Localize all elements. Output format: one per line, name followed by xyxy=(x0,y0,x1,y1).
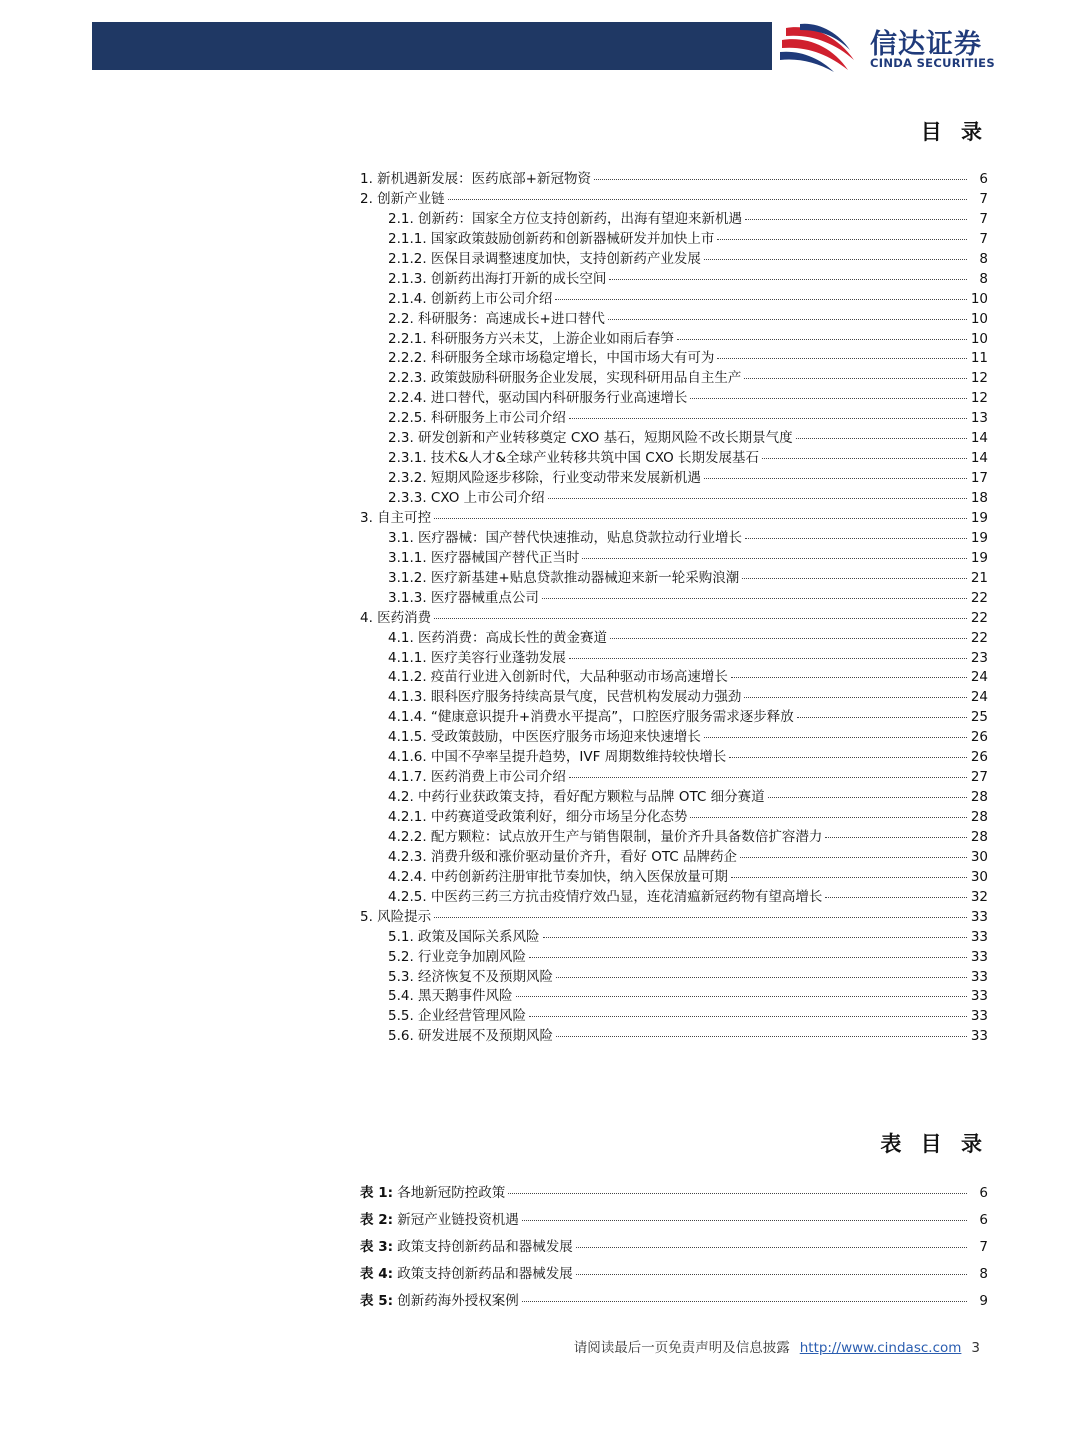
dot-leader xyxy=(448,199,967,200)
table-list-entry-label xyxy=(360,1288,519,1315)
table-list-entry-label xyxy=(360,1261,573,1288)
toc-entry[interactable] xyxy=(360,290,988,310)
dot-leader xyxy=(704,478,967,479)
toc-entry[interactable] xyxy=(360,549,988,569)
dot-leader xyxy=(576,1274,967,1275)
dot-leader xyxy=(434,618,967,619)
toc-entry-label: 5. 风险提示 xyxy=(360,908,432,925)
dot-leader xyxy=(582,558,967,559)
table-number: 表 3: xyxy=(360,1238,393,1255)
dot-leader xyxy=(731,677,967,678)
dot-leader xyxy=(690,398,967,399)
toc-entry[interactable] xyxy=(360,788,988,808)
toc-entry-page: 13 xyxy=(970,410,988,427)
table-list-entry-label xyxy=(360,1180,505,1207)
toc-entry[interactable] xyxy=(360,429,988,449)
toc-entry-label: 3.1.1. 医疗器械国产替代正当时 xyxy=(388,549,580,566)
dot-leader xyxy=(522,1301,967,1302)
toc-entry-label: 3. 自主可控 xyxy=(360,509,432,526)
toc-entry[interactable] xyxy=(360,748,988,768)
toc-entry[interactable] xyxy=(360,1027,988,1047)
dot-leader xyxy=(516,996,967,997)
brand-name-en: CINDA SECURITIES xyxy=(870,56,995,70)
toc-entry-label: 2.1.2. 医保目录调整速度加快，支持创新药产业发展 xyxy=(388,250,701,267)
page-number: 3 xyxy=(971,1340,980,1356)
dot-leader xyxy=(610,638,967,639)
table-list-entry[interactable] xyxy=(360,1261,988,1288)
table-number: 表 5: xyxy=(360,1292,393,1309)
dot-leader xyxy=(569,658,967,659)
toc-entry[interactable] xyxy=(360,708,988,728)
toc-entry-label: 4.2.4. 中药创新药注册审批节奏加快，纳入医保放量可期 xyxy=(388,868,728,885)
toc-entry[interactable] xyxy=(360,609,988,629)
toc-entry-label: 5.2. 行业竞争加剧风险 xyxy=(388,948,527,965)
toc-entry[interactable] xyxy=(360,728,988,748)
toc-entry-page: 28 xyxy=(970,789,988,806)
toc-entry[interactable] xyxy=(360,668,988,688)
toc-entry[interactable] xyxy=(360,409,988,429)
toc-entry-label: 5.5. 企业经营管理风险 xyxy=(388,1008,527,1025)
toc-entry-page: 19 xyxy=(970,529,988,546)
header-bar xyxy=(92,22,772,70)
toc-entry[interactable] xyxy=(360,349,988,369)
toc-entry-label: 4.2. 中药行业获政策支持，看好配方颗粒与品牌 OTC 细分赛道 xyxy=(388,789,765,806)
toc-entry-page: 33 xyxy=(970,908,988,925)
toc-entry[interactable] xyxy=(360,948,988,968)
dot-leader xyxy=(569,418,967,419)
toc-entry[interactable] xyxy=(360,489,988,509)
table-list-entry-page: 6 xyxy=(979,1211,988,1228)
brand-logo xyxy=(778,18,1028,76)
toc-entry-label: 3.1.2. 医疗新基建+贴息贷款推动器械迎来新一轮采购浪潮 xyxy=(388,569,740,586)
dot-leader xyxy=(434,917,967,918)
table-list-title: 表 目 录 xyxy=(880,1132,988,1156)
dot-leader xyxy=(522,1220,967,1221)
dot-leader xyxy=(742,578,967,579)
table-list-entry-page: 7 xyxy=(979,1238,988,1255)
toc-entry[interactable] xyxy=(360,968,988,988)
toc-entry-page: 12 xyxy=(970,390,988,407)
toc-entry[interactable] xyxy=(360,688,988,708)
toc-entry-page: 6 xyxy=(979,171,988,187)
dot-leader xyxy=(609,279,967,280)
toc-entry-page: 12 xyxy=(970,370,988,387)
table-caption: 各地新冠防控政策 xyxy=(397,1185,506,1201)
toc-entry-page: 33 xyxy=(970,968,988,985)
toc-entry-label: 4.2.2. 配方颗粒：试点放开生产与销售限制，量价齐升具备数倍扩容潜力 xyxy=(388,828,823,845)
website-link[interactable]: http://www.cindasc.com xyxy=(799,1340,962,1356)
table-list-entry[interactable] xyxy=(360,1180,988,1207)
toc-entry-label: 2.1. 创新药：国家全方位支持创新药，出海有望迎来新机遇 xyxy=(388,210,743,227)
toc-entry[interactable] xyxy=(360,808,988,828)
table-number: 表 2: xyxy=(360,1211,393,1228)
toc-entry-page: 19 xyxy=(970,549,988,566)
toc-entry-page: 10 xyxy=(970,330,988,347)
toc-entry-label: 4.1.7. 医药消费上市公司介绍 xyxy=(388,769,566,786)
toc-entry-label: 2.2.2. 科研服务全球市场稳定增长，中国市场大有可为 xyxy=(388,350,715,367)
table-of-contents xyxy=(360,170,988,1047)
toc-entry[interactable] xyxy=(360,529,988,549)
toc-entry-page: 28 xyxy=(970,828,988,845)
toc-entry-page: 14 xyxy=(970,430,988,447)
dot-leader xyxy=(731,877,967,878)
toc-entry-page: 30 xyxy=(970,848,988,865)
table-number: 表 1: xyxy=(360,1185,393,1201)
dot-leader xyxy=(717,239,967,240)
cinda-logo-icon xyxy=(778,20,862,74)
toc-entry-page: 21 xyxy=(970,569,988,586)
dot-leader xyxy=(729,757,967,758)
dot-leader xyxy=(762,458,967,459)
toc-entry-page: 10 xyxy=(970,290,988,307)
toc-entry[interactable] xyxy=(360,888,988,908)
toc-entry-page: 7 xyxy=(979,190,988,207)
toc-entry-label: 4.2.5. 中医药三药三方抗击疫情疗效凸显，连花清瘟新冠药物有望高增长 xyxy=(388,888,823,905)
toc-entry-label: 2.3.1. 技术&人才&全球产业转移共筑中国 CXO 长期发展基石 xyxy=(388,450,760,467)
toc-entry-label: 4.1. 医药消费：高成长性的黄金赛道 xyxy=(388,629,608,646)
dot-leader xyxy=(745,219,967,220)
table-list-entry-label xyxy=(360,1207,519,1234)
dot-leader xyxy=(744,697,967,698)
toc-entry-label: 4. 医药消费 xyxy=(360,609,432,626)
table-caption: 创新药海外授权案例 xyxy=(397,1292,519,1309)
toc-entry-page: 8 xyxy=(979,270,988,287)
toc-entry-page: 18 xyxy=(970,490,988,506)
dot-leader xyxy=(556,977,967,978)
dot-leader xyxy=(434,518,967,519)
table-caption: 政策支持创新药品和器械发展 xyxy=(397,1265,573,1282)
table-number: 表 4: xyxy=(360,1265,393,1282)
toc-entry-page: 17 xyxy=(970,470,988,487)
toc-entry-page: 33 xyxy=(970,1028,988,1045)
toc-entry-label: 1. 新机遇新发展：医药底部+新冠物资 xyxy=(360,171,591,187)
toc-entry-label: 3.1.3. 医疗器械重点公司 xyxy=(388,589,539,606)
table-list xyxy=(360,1180,988,1314)
toc-entry-label: 4.1.2. 疫苗行业进入创新时代，大品种驱动市场高速增长 xyxy=(388,669,728,686)
dot-leader xyxy=(797,717,967,718)
dot-leader xyxy=(576,1247,967,1248)
dot-leader xyxy=(508,1193,967,1194)
toc-entry[interactable] xyxy=(360,629,988,649)
toc-entry-page: 7 xyxy=(979,210,988,227)
toc-entry[interactable] xyxy=(360,908,988,928)
toc-entry-page: 22 xyxy=(970,589,988,606)
toc-entry[interactable] xyxy=(360,330,988,350)
disclaimer-text: 请阅读最后一页免责声明及信息披露 xyxy=(573,1340,790,1356)
table-list-entry-page: 6 xyxy=(979,1185,988,1201)
toc-entry[interactable] xyxy=(360,569,988,589)
toc-entry[interactable] xyxy=(360,848,988,868)
toc-entry[interactable] xyxy=(360,509,988,529)
table-list-entry[interactable] xyxy=(360,1207,988,1234)
table-caption: 政策支持创新药品和器械发展 xyxy=(397,1238,573,1255)
dot-leader xyxy=(704,259,967,260)
dot-leader xyxy=(690,817,967,818)
toc-entry-label: 4.1.4. “健康意识提升+消费水平提高”，口腔医疗服务需求逐步释放 xyxy=(388,709,794,726)
toc-entry-page: 23 xyxy=(970,649,988,666)
toc-entry-label: 2.3.2. 短期风险逐步移除，行业变动带来发展新机遇 xyxy=(388,470,701,487)
page-footer xyxy=(574,1336,980,1356)
toc-entry[interactable] xyxy=(360,190,988,210)
toc-entry-label: 4.1.3. 眼科医疗服务持续高景气度，民营机构发展动力强劲 xyxy=(388,689,742,706)
toc-entry-label: 4.1.5. 受政策鼓励，中医医疗服务市场迎来快速增长 xyxy=(388,729,701,746)
dot-leader xyxy=(740,857,967,858)
toc-entry-label: 2.1.1. 国家政策鼓励创新药和创新器械研发并加快上市 xyxy=(388,230,715,247)
toc-entry-label: 4.2.3. 消费升级和涨价驱动量价齐升，看好 OTC 品牌药企 xyxy=(388,848,738,865)
dot-leader xyxy=(717,358,967,359)
dot-leader xyxy=(608,319,967,320)
toc-entry-label: 5.3. 经济恢复不及预期风险 xyxy=(388,968,554,985)
toc-entry-page: 32 xyxy=(970,888,988,905)
toc-entry-page: 28 xyxy=(970,809,988,825)
toc-entry[interactable] xyxy=(360,469,988,489)
toc-entry[interactable] xyxy=(360,449,988,469)
toc-entry[interactable] xyxy=(360,270,988,290)
toc-entry-label: 5.4. 黑天鹅事件风险 xyxy=(388,988,513,1005)
toc-entry[interactable] xyxy=(360,649,988,669)
toc-entry-label: 4.1.1. 医疗美容行业蓬勃发展 xyxy=(388,649,566,666)
toc-entry-page: 33 xyxy=(970,948,988,965)
dot-leader xyxy=(796,438,967,439)
toc-entry-page: 24 xyxy=(970,689,988,706)
toc-entry-page: 8 xyxy=(979,250,988,267)
dot-leader xyxy=(543,937,967,938)
toc-entry-page: 26 xyxy=(970,749,988,766)
dot-leader xyxy=(548,498,967,499)
toc-entry-page: 33 xyxy=(970,1008,988,1025)
dot-leader xyxy=(556,1036,967,1037)
dot-leader xyxy=(594,179,967,180)
toc-entry[interactable] xyxy=(360,828,988,848)
toc-entry-page: 7 xyxy=(979,230,988,247)
toc-entry[interactable] xyxy=(360,868,988,888)
toc-entry-page: 27 xyxy=(970,769,988,786)
table-list-entry[interactable] xyxy=(360,1288,988,1315)
toc-entry-label: 2.1.4. 创新药上市公司介绍 xyxy=(388,290,553,307)
dot-leader xyxy=(825,897,967,898)
toc-entry-label: 2.2.1. 科研服务方兴未艾，上游企业如雨后春笋 xyxy=(388,330,674,347)
table-list-entry-label xyxy=(360,1234,573,1261)
toc-entry-label: 4.1.6. 中国不孕率呈提升趋势，IVF 周期数维持较快增长 xyxy=(388,749,727,766)
toc-entry-page: 22 xyxy=(970,629,988,646)
dot-leader xyxy=(529,1016,967,1017)
toc-entry[interactable] xyxy=(360,170,988,190)
toc-entry-page: 19 xyxy=(970,509,988,526)
toc-entry-label: 4.2.1. 中药赛道受政策利好，细分市场呈分化态势 xyxy=(388,809,688,825)
toc-entry-label: 2.1.3. 创新药出海打开新的成长空间 xyxy=(388,270,607,287)
toc-entry-label: 2. 创新产业链 xyxy=(360,190,445,207)
brand-name-cn: 信达证券 xyxy=(870,29,982,60)
toc-entry[interactable] xyxy=(360,369,988,389)
dot-leader xyxy=(704,737,967,738)
toc-entry-page: 10 xyxy=(970,310,988,327)
dot-leader xyxy=(555,299,967,300)
toc-entry-page: 26 xyxy=(970,729,988,746)
dot-leader xyxy=(542,598,967,599)
toc-title: 目 录 xyxy=(920,120,988,144)
toc-entry-page: 33 xyxy=(970,928,988,945)
toc-entry[interactable] xyxy=(360,589,988,609)
dot-leader xyxy=(825,837,967,838)
toc-entry[interactable] xyxy=(360,768,988,788)
dot-leader xyxy=(677,339,967,340)
toc-entry-label: 2.2. 科研服务：高速成长+进口替代 xyxy=(388,310,605,327)
toc-entry-label: 5.6. 研发进展不及预期风险 xyxy=(388,1028,554,1045)
toc-entry-page: 22 xyxy=(970,609,988,626)
toc-entry[interactable] xyxy=(360,250,988,270)
toc-entry-label: 2.2.3. 政策鼓励科研服务企业发展，实现科研用品自主生产 xyxy=(388,370,742,387)
dot-leader xyxy=(569,777,967,778)
dot-leader xyxy=(529,957,967,958)
toc-entry-page: 25 xyxy=(970,709,988,726)
dot-leader xyxy=(745,538,967,539)
toc-entry-label: 2.2.5. 科研服务上市公司介绍 xyxy=(388,410,566,427)
table-list-entry-page: 9 xyxy=(979,1292,988,1309)
toc-entry-label: 3.1. 医疗器械：国产替代快速推动，贴息贷款拉动行业增长 xyxy=(388,529,743,546)
toc-entry-label: 2.3. 研发创新和产业转移奠定 CXO 基石，短期风险不改长期景气度 xyxy=(388,430,793,447)
toc-entry[interactable] xyxy=(360,928,988,948)
toc-entry-label: 2.3.3. CXO 上市公司介绍 xyxy=(388,490,545,506)
dot-leader xyxy=(744,378,967,379)
toc-entry[interactable] xyxy=(360,230,988,250)
toc-entry[interactable] xyxy=(360,310,988,330)
table-list-entry-page: 8 xyxy=(979,1265,988,1282)
toc-entry[interactable] xyxy=(360,987,988,1007)
toc-entry-page: 11 xyxy=(970,350,988,367)
toc-entry-label: 5.1. 政策及国际关系风险 xyxy=(388,928,540,945)
toc-entry-page: 24 xyxy=(970,669,988,686)
table-list-entry[interactable] xyxy=(360,1234,988,1261)
toc-entry[interactable] xyxy=(360,1007,988,1027)
toc-entry-page: 14 xyxy=(970,450,988,467)
toc-entry-label: 2.2.4. 进口替代，驱动国内科研服务行业高速增长 xyxy=(388,390,688,407)
dot-leader xyxy=(768,797,967,798)
toc-entry[interactable] xyxy=(360,210,988,230)
toc-entry[interactable] xyxy=(360,389,988,409)
toc-entry-page: 30 xyxy=(970,868,988,885)
toc-entry-page: 33 xyxy=(970,988,988,1005)
table-caption: 新冠产业链投资机遇 xyxy=(397,1211,519,1228)
